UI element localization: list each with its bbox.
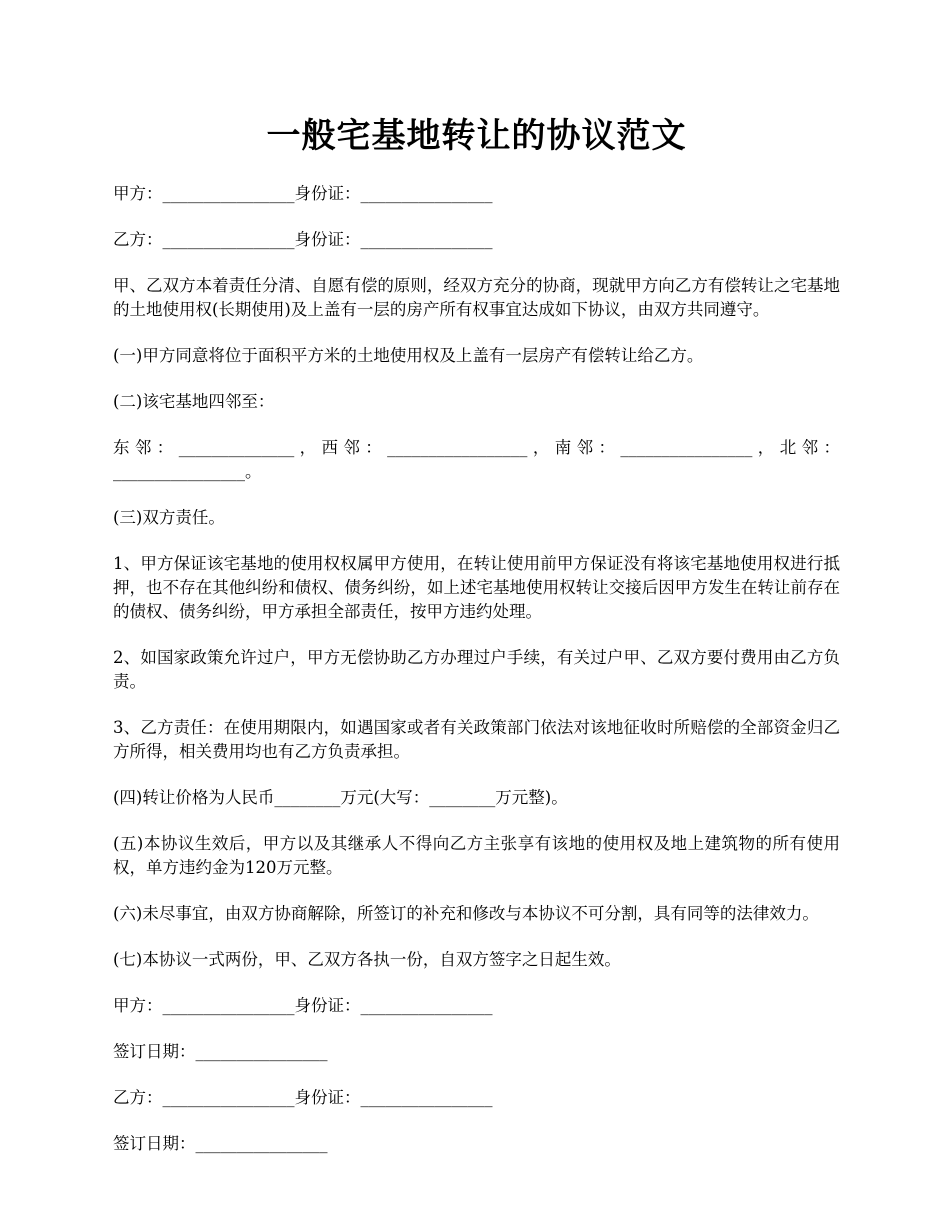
neighbors-line: 东邻：______________，西邻：_________________，南邻：________________，北邻：________________。 (113, 438, 840, 481)
preamble-paragraph: 甲、乙双方本着责任分清、自愿有偿的原则，经双方充分的协商，现就甲方向乙方有偿转让之宅基地的土地使用权(长期使用)及上盖有一层的房产所有权事宜达成如下协议，由双方共同遵守。 (113, 276, 840, 319)
signature-date-a: 签订日期：________________ (113, 1042, 328, 1061)
clause-2-heading: (二)该宅基地四邻至： (113, 392, 275, 411)
signature-party-a: 甲方：________________身份证：________________ (113, 996, 493, 1015)
clause-6: (六)未尽事宜，由双方协商解除，所签订的补充和修改与本协议不可分割，具有同等的法律效力。 (113, 904, 819, 923)
signature-party-b: 乙方：________________身份证：________________ (113, 1088, 493, 1107)
document-page (113, 112, 840, 1156)
responsibility-1: 1、甲方保证该宅基地的使用权权属甲方使用，在转让使用前甲方保证没有将该宅基地使用权进行抵押，也不存在其他纠纷和债权、债务纠纷，如上述宅基地使用权转让交接后因甲方发生在转让前存在的债权、债务纠纷，甲方承担全部责任，按甲方违约处理。 (113, 554, 840, 621)
clause-1: (一)甲方同意将位于面积平方米的土地使用权及上盖有一层房产有偿转让给乙方。 (113, 346, 704, 365)
party-a-line: 甲方：________________身份证：________________ (113, 184, 493, 203)
document-title: 一般宅基地转让的协议范文 (266, 116, 687, 156)
signature-date-b: 签订日期：________________ (113, 1134, 328, 1153)
clause-3-heading: (三)双方责任。 (113, 508, 225, 527)
clause-7: (七)本协议一式两份，甲、乙双方各执一份，自双方签字之日起生效。 (113, 950, 621, 969)
clause-5: (五)本协议生效后，甲方以及其继承人不得向乙方主张享有该地的使用权及地上建筑物的所有使用权，单方违约金为120万元整。 (113, 834, 840, 877)
clause-4-price: (四)转让价格为人民币________万元(大写：________万元整)。 (113, 788, 568, 807)
responsibility-3: 3、乙方责任：在使用期限内，如遇国家或者有关政策部门依法对该地征收时所赔偿的全部资金归乙方所得，相关费用均也有乙方负责承担。 (113, 718, 840, 761)
party-b-line: 乙方：________________身份证：________________ (113, 230, 493, 249)
responsibility-2: 2、如国家政策允许过户，甲方无偿协助乙方办理过户手续，有关过户甲、乙双方要付费用由乙方负责。 (113, 648, 840, 691)
